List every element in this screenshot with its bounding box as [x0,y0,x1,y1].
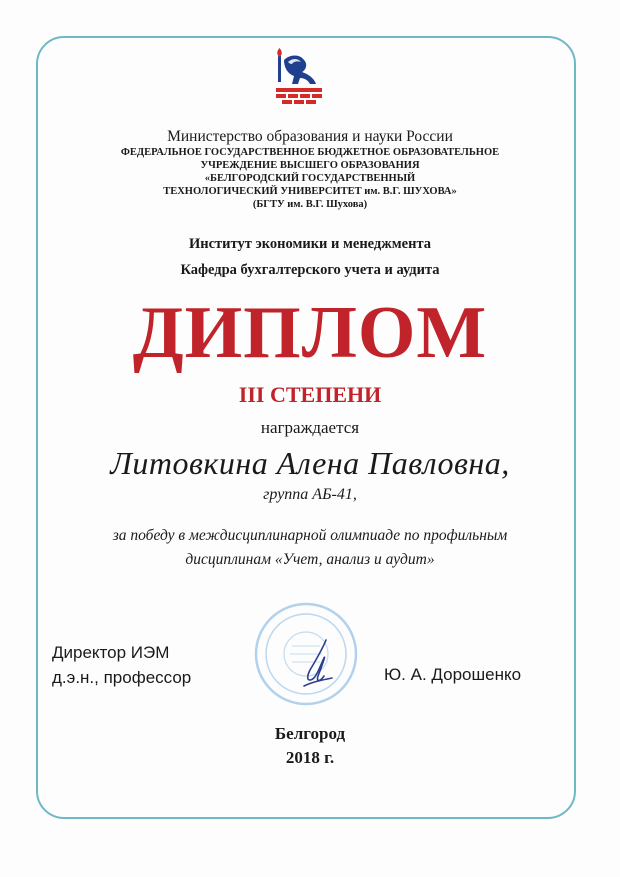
issue-year: 2018 г. [285,748,335,767]
institute-name: Институт экономики и менеджмента [188,236,431,252]
department-name: Кафедра бухгалтерского учета и аудита [180,262,440,278]
signer-name: Ю. А. Дорошенко [384,665,522,684]
ministry-name: Министерство образования и науки России [167,128,453,145]
awarded-text: награждается [260,418,360,437]
director-credentials: д.э.н., профессор [52,668,192,687]
award-reason [0,524,620,572]
diploma-title: ДИПЛОМ [132,292,488,374]
recipient-name: Литовкина Алена Павловна, [110,445,510,481]
institution-line: ТЕХНОЛОГИЧЕСКИЙ УНИВЕРСИТЕТ им. В.Г. ШУХОВА» [163,186,457,197]
reason-line: дисциплинам «Учет, анализ и аудит» [185,551,435,568]
institution-line: УЧРЕЖДЕНИЕ ВЫСШЕГО ОБРАЗОВАНИЯ [200,160,420,171]
issue-city: Белгород [274,724,346,743]
university-logo-icon [268,46,330,108]
diploma-degree: III СТЕПЕНИ [238,382,382,407]
director-position: Директор ИЭМ [52,643,170,662]
institution-name [0,146,620,211]
institution-abbreviation: (БГТУ им. В.Г. Шухова) [252,199,368,210]
recipient-group: группа АБ-41, [263,486,357,503]
director-title [52,640,191,690]
signature-icon [296,636,340,694]
reason-line: за победу в междисциплинарной олимпиаде по профильным [112,527,508,544]
institution-line: «БЕЛГОРОДСКИЙ ГОСУДАРСТВЕННЫЙ [204,173,416,184]
institution-line: ФЕДЕРАЛЬНОЕ ГОСУДАРСТВЕННОЕ БЮДЖЕТНОЕ ОБРАЗОВАТЕЛЬНОЕ [120,147,500,158]
